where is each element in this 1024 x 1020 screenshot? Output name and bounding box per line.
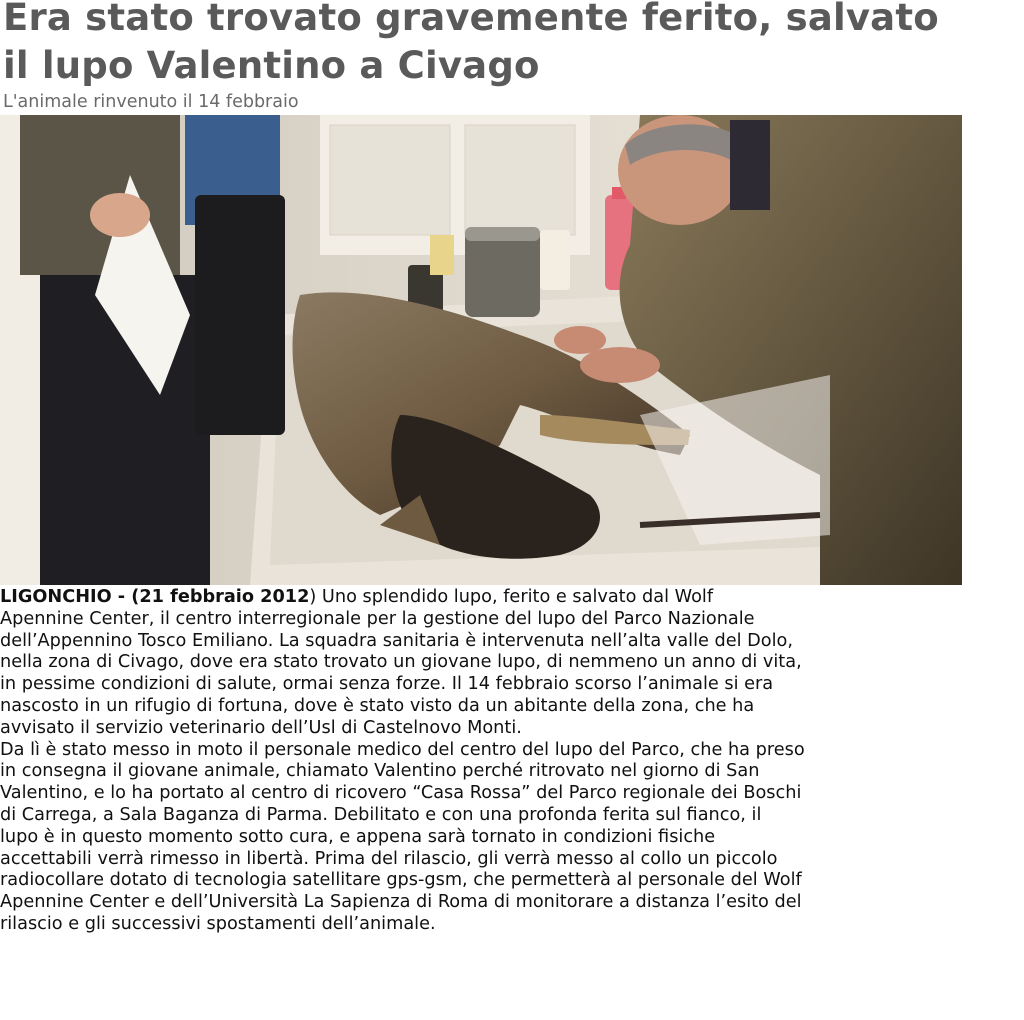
dateline-separator: - ( [111, 587, 140, 607]
headline-line-1: Era stato trovato gravemente ferito, salvato [3, 0, 939, 39]
article-headline [3, 0, 1023, 90]
body-line: Apennine Center, il centro interregionale per la gestione del lupo del Parco Nazionale [0, 608, 755, 629]
body-line: in consegna il giovane animale, chiamato Valentino perché ritrovato nel giorno di San [0, 761, 760, 782]
body-line: rilascio e gli successivi spostamenti dell’animale. [0, 913, 436, 934]
dateline-date: 21 febbraio 2012 [139, 587, 310, 607]
article-subtitle: L'animale rinvenuto il 14 febbraio [3, 92, 299, 112]
body-line: Da lì è stato messo in moto il personale medico del centro del lupo del Parco, che ha preso [0, 739, 805, 760]
body-line: lupo è in questo momento sotto cura, e appena sarà tornato in condizioni fisiche [0, 826, 716, 847]
body-line: nella zona di Civago, dove era stato trovato un giovane lupo, di nemmeno un anno di vita, [0, 652, 802, 673]
body-line: di Carrega, a Sala Baganza di Parma. Debilitato e con una profonda ferita sul fianco, il [0, 804, 762, 825]
trash-bin [195, 195, 285, 435]
article-photo [0, 115, 962, 585]
body-line: dell’Appennino Tosco Emiliano. La squadra sanitaria è intervenuta nell’alta valle del Dolo, [0, 630, 793, 651]
headline-line-2: il lupo Valentino a Civago [3, 44, 540, 87]
photo-illustration [0, 115, 962, 585]
body-line: avvisato il servizio veterinario dell’Usl di Castelnovo Monti. [0, 717, 522, 738]
body-line: Apennine Center e dell’Università La Sapienza di Roma di monitorare a distanza l’esito del [0, 892, 802, 913]
body-line: in pessime condizioni di salute, ormai senza forze. Il 14 febbraio scorso l’animale si era [0, 674, 774, 695]
body-line: radiocollare dotato di tecnologia satellitare gps-gsm, che permetterà al personale del Wolf [0, 870, 802, 891]
body-line: accettabili verrà rimesso in libertà. Prima del rilascio, gli verrà messo al collo un piccolo [0, 848, 778, 869]
body-line: nascosto in un rifugio di fortuna, dove è stato visto da un abitante della zona, che ha [0, 695, 755, 716]
body-text: ) Uno splendido lupo, ferito e salvato dal Wolf [309, 587, 714, 607]
body-line-first [0, 587, 1024, 609]
body-line: Valentino, e lo ha portato al centro di ricovero “Casa Rossa” del Parco regionale dei Boschi [0, 783, 802, 804]
dateline-place: LIGONCHIO [0, 587, 112, 607]
article-body [0, 587, 1024, 936]
